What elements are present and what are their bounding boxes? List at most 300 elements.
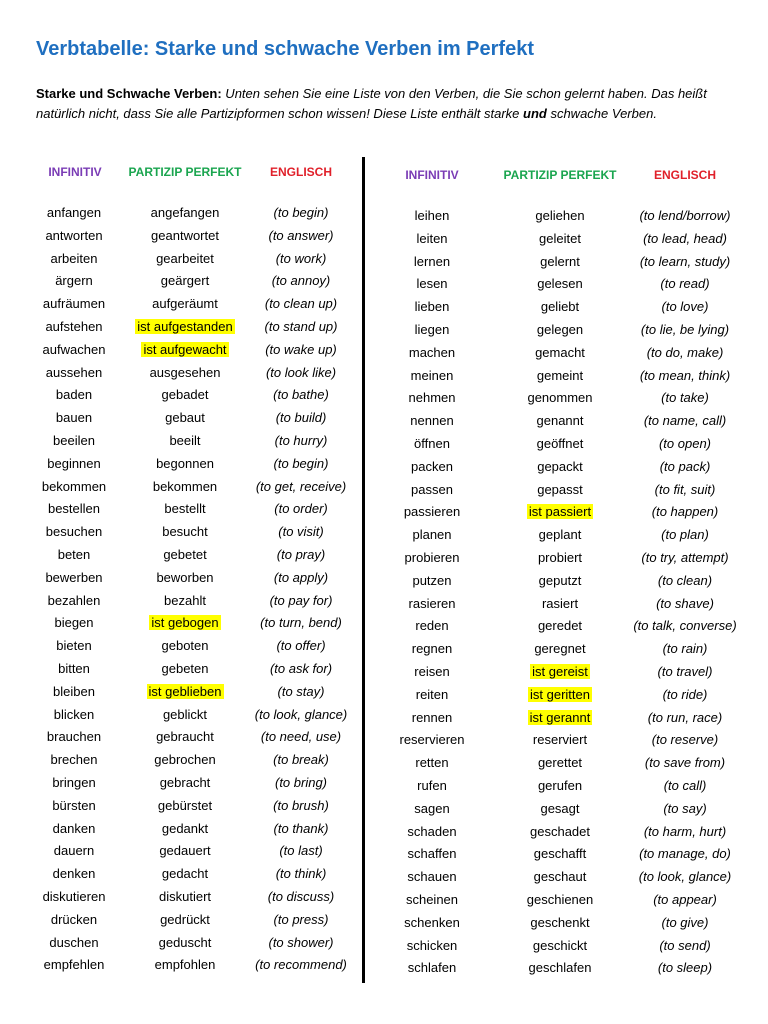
partizip-highlighted: ist gereist (532, 663, 588, 679)
infinitiv-cell: retten (415, 755, 449, 771)
partizip-text: gepasst (537, 481, 583, 497)
partizip-text: geschenkt (530, 914, 590, 930)
partizip-cell (490, 480, 630, 500)
infinitiv-cell: nehmen (408, 390, 456, 406)
table-row (0, 568, 362, 591)
partizip-cell (120, 477, 250, 497)
table-row (366, 457, 768, 480)
infinitiv-cell: schicken (406, 937, 458, 953)
partizip-cell (490, 639, 630, 659)
page-title: Verbtabelle: Starke und schwache Verben im Perfekt (36, 38, 534, 60)
table-row (0, 613, 362, 636)
partizip-cell (120, 613, 250, 633)
englisch-cell: (to harm, hurt) (643, 823, 727, 839)
englisch-cell: (to fit, suit) (654, 481, 716, 497)
partizip-cell (120, 750, 250, 770)
partizip-text: gepackt (537, 458, 583, 474)
partizip-text: gerufen (537, 777, 583, 793)
infinitiv-cell: danken (52, 820, 96, 836)
englisch-cell: (to look, glance) (638, 869, 732, 885)
table-row (0, 727, 362, 750)
partizip-cell (120, 819, 250, 839)
table-row (0, 819, 362, 842)
englisch-cell: (to shave) (656, 595, 714, 611)
englisch-cell: (to build) (275, 410, 327, 426)
infinitiv-cell: diskutieren (42, 888, 106, 904)
table-row (0, 203, 362, 226)
infinitiv-cell: scheinen (405, 891, 459, 907)
partizip-text: gerettet (537, 755, 583, 771)
partizip-text: geleitet (539, 230, 581, 246)
infinitiv-cell: ärgern (55, 273, 93, 289)
table-row (0, 271, 362, 294)
table-row (0, 545, 362, 568)
partizip-highlighted: ist gebogen (151, 615, 219, 631)
partizip-text: bestellt (164, 501, 206, 517)
infinitiv-cell: regnen (411, 641, 453, 657)
englisch-cell: (to open) (658, 435, 712, 451)
partizip-cell (120, 887, 250, 907)
englisch-cell: (to brush) (273, 797, 329, 813)
partizip-cell (120, 431, 250, 451)
partizip-text: geschadet (530, 823, 590, 839)
partizip-cell (490, 616, 630, 636)
englisch-cell: (to look, glance) (254, 706, 348, 722)
table-row (366, 548, 768, 571)
englisch-cell: (to break) (273, 752, 329, 768)
table-row (0, 431, 362, 454)
table-row (0, 887, 362, 910)
englisch-cell: (to call) (663, 777, 707, 793)
englisch-cell: (to pack) (659, 458, 711, 474)
infinitiv-cell: bringen (52, 774, 96, 790)
table-row (366, 844, 768, 867)
verb-table-left (0, 203, 362, 978)
partizip-text: gedrückt (160, 911, 210, 927)
partizip-cell (490, 502, 630, 522)
infinitiv-cell: rasieren (408, 595, 456, 611)
englisch-cell: (to press) (273, 911, 329, 927)
englisch-cell: (to name, call) (643, 413, 727, 429)
partizip-cell (120, 408, 250, 428)
infinitiv-cell: brauchen (46, 729, 102, 745)
infinitiv-cell: schlafen (407, 960, 457, 976)
partizip-cell (490, 708, 630, 728)
partizip-cell (120, 340, 250, 360)
englisch-cell: (to visit) (278, 524, 324, 540)
infinitiv-cell: meinen (410, 367, 454, 383)
englisch-cell: (to manage, do) (639, 846, 731, 862)
englisch-cell: (to hurry) (274, 432, 328, 448)
partizip-cell (490, 844, 630, 864)
infinitiv-cell: packen (411, 458, 453, 474)
partizip-cell (490, 776, 630, 796)
verb-table-right (366, 206, 768, 981)
infinitiv-cell: besuchen (45, 524, 103, 540)
infinitiv-cell: probieren (404, 549, 460, 565)
infinitiv-cell: putzen (412, 572, 452, 588)
infinitiv-cell: aussehen (45, 364, 103, 380)
table-row (366, 753, 768, 776)
infinitiv-cell: rufen (417, 777, 447, 793)
infinitiv-cell: schenken (404, 914, 460, 930)
table-row (366, 616, 768, 639)
infinitiv-cell: reden (415, 618, 449, 634)
table-row (0, 591, 362, 614)
partizip-cell (120, 636, 250, 656)
infinitiv-cell: schaffen (407, 846, 457, 862)
partizip-cell (120, 454, 250, 474)
englisch-cell: (to take) (661, 390, 709, 406)
partizip-cell (490, 274, 630, 294)
infinitiv-cell: arbeiten (50, 250, 98, 266)
partizip-text: gelesen (537, 276, 583, 292)
table-row (366, 320, 768, 343)
table-row (366, 662, 768, 685)
englisch-cell: (to stand up) (264, 318, 338, 334)
infinitiv-cell: blicken (53, 706, 95, 722)
partizip-cell (120, 545, 250, 565)
partizip-text: gebürstet (157, 797, 213, 813)
partizip-cell (490, 388, 630, 408)
table-row (0, 226, 362, 249)
englisch-cell: (to talk, converse) (633, 618, 737, 634)
englisch-cell: (to answer) (268, 227, 334, 243)
infinitiv-cell: nennen (410, 413, 454, 429)
partizip-text: aufgeräumt (152, 296, 218, 312)
partizip-cell (490, 366, 630, 386)
englisch-cell: (to say) (663, 800, 707, 816)
partizip-text: geredet (537, 618, 583, 634)
infinitiv-cell: leiten (416, 230, 448, 246)
table-row (366, 799, 768, 822)
infinitiv-cell: bürsten (52, 797, 96, 813)
englisch-cell: (to recommend) (255, 957, 347, 973)
englisch-cell: (to lend/borrow) (639, 208, 731, 223)
table-row (366, 776, 768, 799)
table-row (0, 659, 362, 682)
englisch-cell: (to lie, be lying) (640, 321, 730, 337)
englisch-cell: (to offer) (276, 638, 326, 654)
table-row (0, 522, 362, 545)
header-right-partizip: PARTIZIP PERFEKT (503, 168, 617, 182)
table-row (0, 910, 362, 933)
partizip-text: begonnen (156, 455, 214, 471)
infinitiv-cell: drücken (50, 911, 98, 927)
partizip-cell (490, 913, 630, 933)
intro-text-1: Unten sehen Sie eine Liste von den Verben, die Sie schon gelernt haben. Das heißt natürlich nicht, dass Sie alle Partizipformen schon wissen! Diese Liste enthält starke (36, 86, 707, 121)
partizip-text: gebetet (163, 546, 207, 562)
partizip-text: bekommen (152, 478, 218, 494)
partizip-cell (490, 890, 630, 910)
partizip-text: gemacht (535, 344, 585, 360)
englisch-cell: (to last) (279, 843, 323, 859)
partizip-cell (120, 955, 250, 975)
partizip-text: geöffnet (536, 435, 584, 451)
partizip-cell (490, 320, 630, 340)
table-row (0, 499, 362, 522)
partizip-cell (120, 203, 250, 223)
englisch-cell: (to happen) (651, 504, 719, 520)
infinitiv-cell: bitten (58, 660, 90, 676)
partizip-text: geblickt (162, 706, 208, 722)
englisch-cell: (to travel) (657, 663, 713, 679)
partizip-cell (120, 796, 250, 816)
table-row (366, 708, 768, 731)
infinitiv-cell: passen (411, 481, 453, 497)
infinitiv-cell: anfangen (46, 205, 102, 220)
partizip-text: gebadet (161, 387, 209, 403)
partizip-cell (490, 525, 630, 545)
table-row (366, 434, 768, 457)
partizip-cell (490, 571, 630, 591)
table-row (366, 366, 768, 389)
table-row (0, 773, 362, 796)
table-row (0, 385, 362, 408)
table-row (0, 340, 362, 363)
partizip-cell (490, 822, 630, 842)
partizip-text: geputzt (538, 572, 582, 588)
partizip-text: geärgert (160, 273, 210, 289)
table-row (366, 890, 768, 913)
partizip-cell (120, 910, 250, 930)
infinitiv-cell: reiten (415, 686, 449, 702)
partizip-cell (120, 363, 250, 383)
infinitiv-cell: lesen (416, 276, 448, 292)
partizip-text: gelernt (540, 253, 580, 269)
infinitiv-cell: schauen (407, 869, 457, 885)
partizip-text: gebrochen (154, 752, 216, 768)
table-row (366, 594, 768, 617)
infinitiv-cell: baden (55, 387, 93, 403)
infinitiv-cell: öffnen (414, 435, 450, 451)
infinitiv-cell: beten (57, 546, 91, 562)
infinitiv-cell: antworten (45, 227, 103, 243)
partizip-cell (490, 594, 630, 614)
englisch-cell: (to thank) (273, 820, 329, 836)
table-row (0, 955, 362, 978)
table-row (366, 411, 768, 434)
partizip-text: geregnet (534, 641, 586, 657)
infinitiv-cell: planen (412, 527, 452, 543)
englisch-cell: (to send) (659, 937, 711, 953)
partizip-cell (490, 343, 630, 363)
partizip-cell (490, 799, 630, 819)
infinitiv-cell: aufstehen (45, 318, 103, 334)
partizip-text: geduscht (158, 934, 212, 950)
infinitiv-cell: beeilen (53, 432, 95, 448)
englisch-cell: (to try, attempt) (641, 549, 729, 565)
partizip-text: gedauert (159, 843, 211, 859)
infinitiv-cell: bieten (56, 638, 92, 654)
englisch-cell: (to stay) (277, 683, 325, 699)
header-left-englisch: ENGLISCH (269, 165, 332, 179)
table-row (0, 796, 362, 819)
englisch-cell: (to annoy) (271, 273, 331, 289)
partizip-cell (490, 434, 630, 454)
englisch-cell: (to love) (661, 299, 709, 315)
infinitiv-cell: lernen (413, 253, 451, 269)
table-row (366, 913, 768, 936)
partizip-text: reserviert (532, 732, 588, 748)
partizip-text: gesagt (540, 800, 580, 816)
englisch-cell: (to order) (274, 501, 328, 517)
partizip-cell (120, 591, 250, 611)
table-row (0, 249, 362, 272)
table-row (0, 864, 362, 887)
partizip-cell (490, 936, 630, 956)
partizip-cell (490, 662, 630, 682)
infinitiv-cell: bestellen (47, 501, 101, 517)
partizip-cell (120, 568, 250, 588)
partizip-cell (120, 727, 250, 747)
infinitiv-cell: liegen (414, 321, 450, 337)
partizip-cell (120, 499, 250, 519)
englisch-cell: (to pay for) (269, 592, 333, 608)
table-row (366, 571, 768, 594)
partizip-text: genommen (527, 390, 593, 406)
englisch-cell: (to discuss) (267, 888, 335, 904)
partizip-cell (120, 522, 250, 542)
table-row (366, 274, 768, 297)
table-row (366, 730, 768, 753)
partizip-cell (490, 206, 630, 226)
table-row (366, 252, 768, 275)
table-row (366, 867, 768, 890)
partizip-text: rasiert (541, 595, 579, 611)
table-row (366, 297, 768, 320)
englisch-cell: (to think) (275, 866, 327, 882)
englisch-cell: (to save from) (644, 755, 726, 771)
partizip-text: beworben (156, 569, 214, 585)
infinitiv-cell: lieben (414, 299, 450, 315)
table-row (366, 822, 768, 845)
partizip-text: diskutiert (158, 888, 212, 904)
partizip-text: geboten (161, 638, 209, 654)
englisch-cell: (to ask for) (269, 660, 333, 676)
englisch-cell: (to rain) (662, 641, 708, 657)
partizip-cell (490, 730, 630, 750)
infinitiv-cell: sagen (414, 800, 450, 816)
englisch-cell: (to ride) (662, 686, 708, 702)
partizip-cell (120, 271, 250, 291)
infinitiv-cell: aufwachen (42, 341, 106, 357)
infinitiv-cell: passieren (403, 504, 461, 520)
infinitiv-cell: dauern (53, 843, 95, 859)
partizip-text: gelegen (536, 321, 584, 337)
table-row (366, 936, 768, 959)
partizip-cell (490, 229, 630, 249)
englisch-cell: (to get, receive) (255, 478, 347, 494)
table-row (366, 685, 768, 708)
table-row (366, 206, 768, 229)
infinitiv-cell: machen (408, 344, 456, 360)
infinitiv-cell: aufräumen (42, 296, 106, 312)
englisch-cell: (to work) (275, 250, 327, 266)
partizip-text: probiert (537, 549, 583, 565)
englisch-cell: (to run, race) (647, 709, 723, 725)
englisch-cell: (to appear) (653, 891, 717, 907)
englisch-cell: (to bathe) (273, 387, 329, 403)
intro-text-2: schwache Verben. (546, 106, 657, 121)
table-row (0, 933, 362, 956)
englisch-cell: (to give) (661, 914, 709, 930)
englisch-cell: (to clean) (657, 572, 713, 588)
table-row (0, 705, 362, 728)
partizip-text: gearbeitet (156, 250, 214, 266)
partizip-text: bezahlt (164, 592, 206, 608)
table-row (366, 343, 768, 366)
partizip-cell (120, 317, 250, 337)
partizip-text: geschaut (533, 869, 587, 885)
infinitiv-cell: beginnen (47, 455, 101, 471)
partizip-text: genannt (536, 413, 584, 429)
partizip-cell (120, 294, 250, 314)
table-row (366, 525, 768, 548)
header-right-infinitiv: INFINITIV (405, 168, 459, 182)
infinitiv-cell: bewerben (45, 569, 103, 585)
table-row (0, 636, 362, 659)
infinitiv-cell: empfehlen (43, 957, 105, 973)
partizip-text: beeilt (169, 432, 201, 448)
englisch-cell: (to begin) (273, 205, 329, 220)
infinitiv-cell: brechen (50, 752, 98, 768)
infinitiv-cell: bauen (55, 410, 93, 426)
partizip-highlighted: ist geblieben (148, 683, 222, 699)
englisch-cell: (to sleep) (657, 960, 713, 976)
header-left-infinitiv: INFINITIV (48, 165, 102, 179)
partizip-text: ausgesehen (149, 364, 221, 380)
englisch-cell: (to reserve) (651, 732, 719, 748)
partizip-text: gebracht (159, 774, 211, 790)
partizip-cell (490, 457, 630, 477)
table-row (366, 388, 768, 411)
partizip-cell (120, 385, 250, 405)
partizip-text: gebaut (165, 410, 205, 426)
intro-emphasis: und (523, 106, 547, 121)
englisch-cell: (to apply) (273, 569, 329, 585)
partizip-text: gemeint (536, 367, 584, 383)
column-divider (362, 157, 365, 983)
partizip-highlighted: ist aufgestanden (137, 318, 233, 334)
englisch-cell: (to bring) (274, 774, 328, 790)
partizip-cell (490, 411, 630, 431)
partizip-text: geschlafen (528, 960, 592, 976)
partizip-text: gedankt (161, 820, 209, 836)
partizip-text: geliebt (540, 299, 580, 315)
table-row (366, 480, 768, 503)
infinitiv-cell: rennen (411, 709, 453, 725)
partizip-cell (490, 548, 630, 568)
partizip-cell (490, 753, 630, 773)
table-row (0, 408, 362, 431)
infinitiv-cell: bekommen (41, 478, 107, 494)
partizip-cell (120, 705, 250, 725)
partizip-highlighted: ist aufgewacht (143, 341, 227, 357)
englisch-cell: (to read) (660, 276, 710, 292)
partizip-cell (490, 297, 630, 317)
partizip-cell (490, 685, 630, 705)
table-row (366, 639, 768, 662)
infinitiv-cell: biegen (54, 615, 94, 631)
partizip-cell (120, 864, 250, 884)
englisch-cell: (to clean up) (264, 296, 338, 312)
table-row (0, 750, 362, 773)
englisch-cell: (to do, make) (646, 344, 724, 360)
partizip-text: besucht (162, 524, 208, 540)
partizip-cell (120, 249, 250, 269)
table-row (0, 682, 362, 705)
